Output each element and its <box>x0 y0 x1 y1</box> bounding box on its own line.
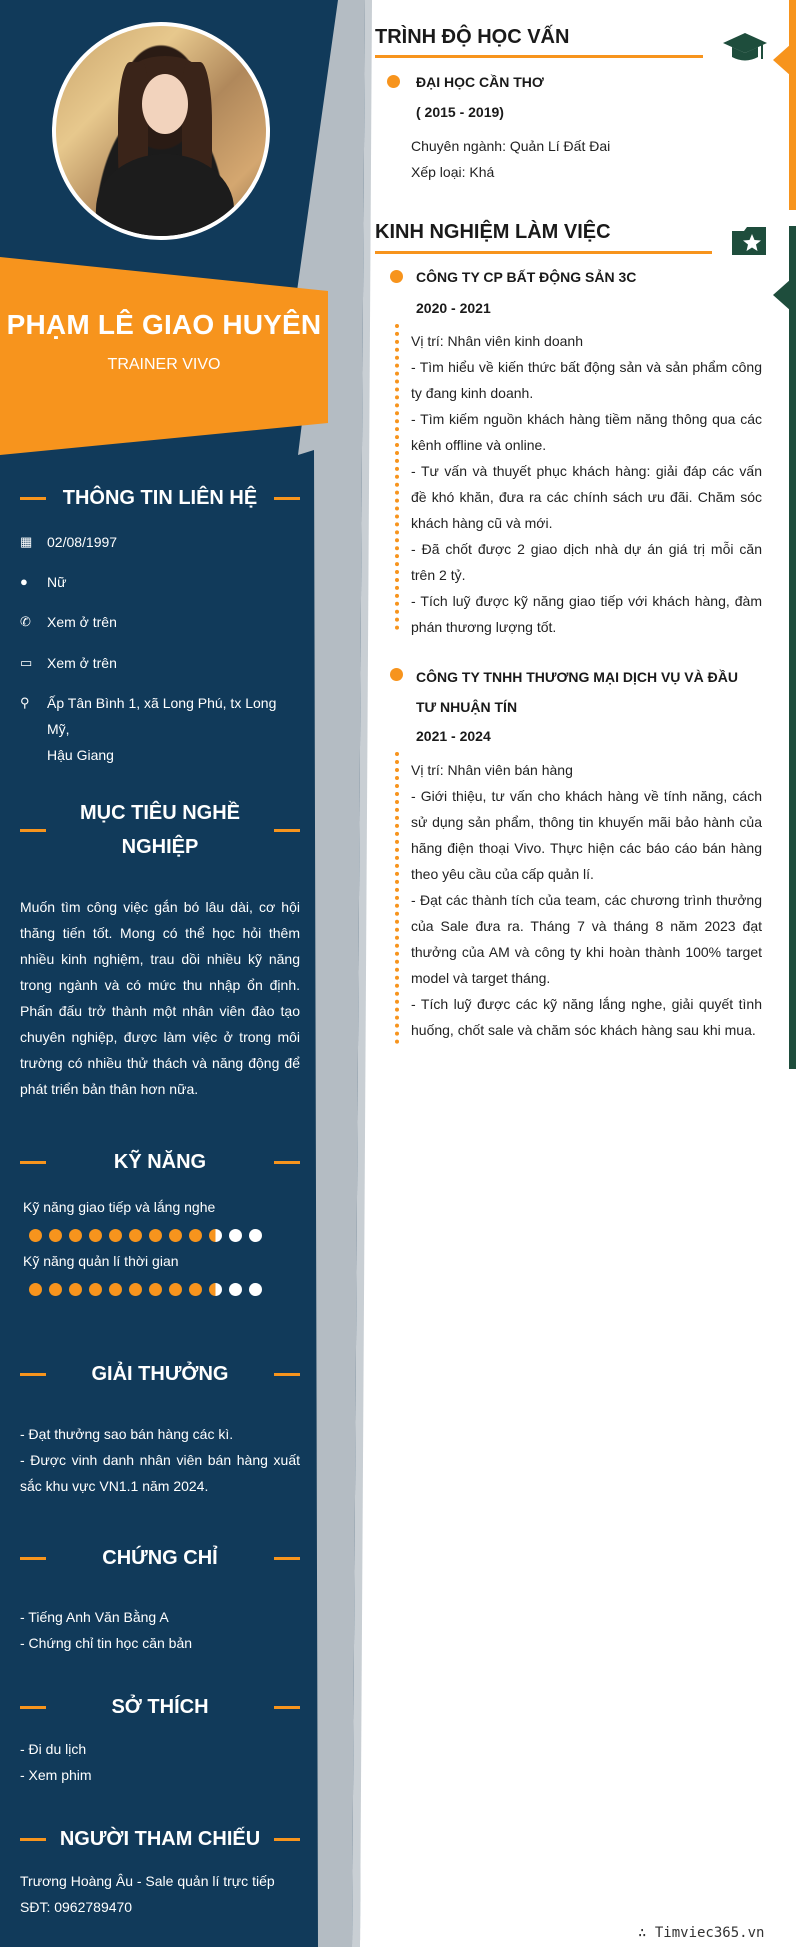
skill-dot <box>249 1229 262 1242</box>
skill-dot <box>129 1229 142 1242</box>
certificates-heading: CHỨNG CHỈ <box>20 1541 300 1575</box>
graduation-cap-icon <box>722 31 768 65</box>
job-description: Vị trí: Nhân viên bán hàng - Giới thiệu, tư vấn cho khách hàng về tính năng, cách sử dụng sản phẩm, thông tin khuyến mãi bảo hành của hãng điện thoại Vivo. Thực hiện các báo cáo bán hàng theo yêu cầu của cấp quản lí. - Đạt các thành tích của team, các chương trình thưởng của Sale đưa ra. Tháng 7 và tháng 8 năm 2023 đạt thưởng của AM và công ty khi hoàn thành 100% target model và target tháng. - Tích luỹ được các kỹ năng lắng nghe, giải quyết tình huống, chốt sale và chăm sóc khách hàng sau khi mua. <box>411 762 762 1038</box>
skill-dot <box>249 1283 262 1296</box>
education-bullet <box>387 75 400 88</box>
skill-rating <box>29 1229 262 1242</box>
briefcase-star-icon <box>730 225 768 257</box>
experience-accent-bar <box>789 226 796 1069</box>
gender-row: ● Nữ <box>20 569 300 595</box>
calendar-icon: ▦ <box>20 534 33 549</box>
skill-dot <box>189 1229 202 1242</box>
job-timeline-dots <box>395 752 399 1044</box>
job-timeline-dots <box>395 324 399 630</box>
skill-dot <box>189 1283 202 1296</box>
skill-dot <box>129 1283 142 1296</box>
birthday-row: ▦ 02/08/1997 <box>20 529 300 555</box>
experience-accent-arrow <box>773 279 791 311</box>
email-row: ▭ Xem ở trên <box>20 650 300 676</box>
email-icon: ▭ <box>20 655 33 670</box>
footer-watermark: ∴ Timviec365.vn <box>638 1925 765 1941</box>
education-years: ( 2015 - 2019) <box>416 104 504 120</box>
person-icon: ● <box>20 574 28 589</box>
skill-dot <box>169 1283 182 1296</box>
skill-dot <box>109 1229 122 1242</box>
awards-heading: GIẢI THƯỞNG <box>20 1357 300 1391</box>
job-period: 2021 - 2024 <box>416 728 491 744</box>
job-company: CÔNG TY CP BẤT ĐỘNG SẢN 3C <box>416 269 637 285</box>
address-row: ⚲ Ấp Tân Bình 1, xã Long Phú, tx Long Mỹ, Hậu Giang <box>20 690 300 768</box>
job-bullet <box>390 668 403 681</box>
experience-heading: KINH NGHIỆM LÀM VIỆC <box>375 221 611 243</box>
skill-dot <box>209 1283 222 1296</box>
skill-rating <box>29 1283 262 1296</box>
skill-dot <box>69 1229 82 1242</box>
certificates-text: - Tiếng Anh Văn Bằng A - Chứng chỉ tin học căn bản <box>20 1609 193 1651</box>
skill-dot <box>209 1229 222 1242</box>
skill-dot <box>109 1283 122 1296</box>
phone-icon: ✆ <box>20 614 31 629</box>
skill-dot <box>69 1283 82 1296</box>
education-school: ĐẠI HỌC CẦN THƠ <box>416 74 544 90</box>
skills-heading: KỸ NĂNG <box>20 1145 300 1179</box>
contact-heading: THÔNG TIN LIÊN HỆ <box>20 481 300 515</box>
education-heading: TRÌNH ĐỘ HỌC VẤN <box>375 26 570 48</box>
profile-photo <box>52 22 270 240</box>
skill-dot <box>29 1229 42 1242</box>
skill-dot <box>89 1229 102 1242</box>
skill-dot <box>229 1283 242 1296</box>
objective-text: Muốn tìm công việc gắn bó lâu dài, cơ hội thăng tiến tốt. Mong có thể học hỏi thêm nhiều kinh nghiệm, trau dồi nhiều kỹ năng trong ngành và có mức thu nhập ổn định. Phấn đấu trở thành một nhân viên đào tạo chuyên nghiệp, được làm việc ở trong môi trường có nhiều thử thách và năng động để phát triển bản thân hơn nữa. <box>20 899 300 1097</box>
education-grade: Xếp loại: Khá <box>411 164 495 180</box>
education-major: Chuyên ngành: Quản Lí Đất Đai <box>411 138 611 154</box>
skill-label: Kỹ năng quản lí thời gian <box>23 1253 179 1269</box>
skill-label: Kỹ năng giao tiếp và lắng nghe <box>23 1199 216 1215</box>
candidate-name: PHẠM LÊ GIAO HUYÊN <box>6 309 322 340</box>
hobbies-heading: SỞ THÍCH <box>20 1690 300 1724</box>
location-pin-icon: ⚲ <box>20 695 30 710</box>
reference-text: Trương Hoàng Âu - Sale quản lí trực tiếp SĐT: 0962789470 <box>20 1873 275 1915</box>
skill-dot <box>229 1229 242 1242</box>
education-accent-arrow <box>773 44 791 76</box>
job-company: CÔNG TY TNHH THƯƠNG MẠI DỊCH VỤ VÀ ĐẦU TƯ NHUẬN TÍN <box>416 669 738 715</box>
skill-dot <box>49 1229 62 1242</box>
job-description: Vị trí: Nhân viên kinh doanh - Tìm hiểu về kiến thức bất động sản và sản phẩm công ty đang kinh doanh. - Tìm kiếm nguồn khách hàng tiềm năng thông qua các kênh offline và online. - Tư vấn và thuyết phục khách hàng: giải đáp các vấn đề khó khăn, đưa ra các chính sách ưu đãi. Chăm sóc khách hàng cũ và mới. - Đã chốt được 2 giao dịch nhà dự án giá trị mỗi căn trên 2 tỷ. - Tích luỹ được kỹ năng giao tiếp với khách hàng, đàm phán thương lượng tốt. <box>411 333 762 635</box>
hobbies-text: - Đi du lịch - Xem phim <box>20 1741 92 1783</box>
awards-text: - Đạt thưởng sao bán hàng các kì. - Được vinh danh nhân viên bán hàng xuất sắc khu vực VN1.1 năm 2024. <box>20 1426 300 1494</box>
reference-heading: NGƯỜI THAM CHIẾU <box>20 1822 300 1856</box>
education-accent-bar <box>789 0 796 210</box>
candidate-title: TRAINER VIVO <box>107 356 221 373</box>
job-bullet <box>390 270 403 283</box>
skill-dot <box>49 1283 62 1296</box>
skill-dot <box>149 1229 162 1242</box>
experience-underline <box>375 251 712 254</box>
skill-dot <box>169 1229 182 1242</box>
education-underline <box>375 55 703 58</box>
skill-dot <box>149 1283 162 1296</box>
phone-row: ✆ Xem ở trên <box>20 609 300 635</box>
skill-dot <box>29 1283 42 1296</box>
skill-dot <box>89 1283 102 1296</box>
objective-heading: MỤC TIÊU NGHỀ NGHIỆP <box>20 796 300 864</box>
job-period: 2020 - 2021 <box>416 300 491 316</box>
